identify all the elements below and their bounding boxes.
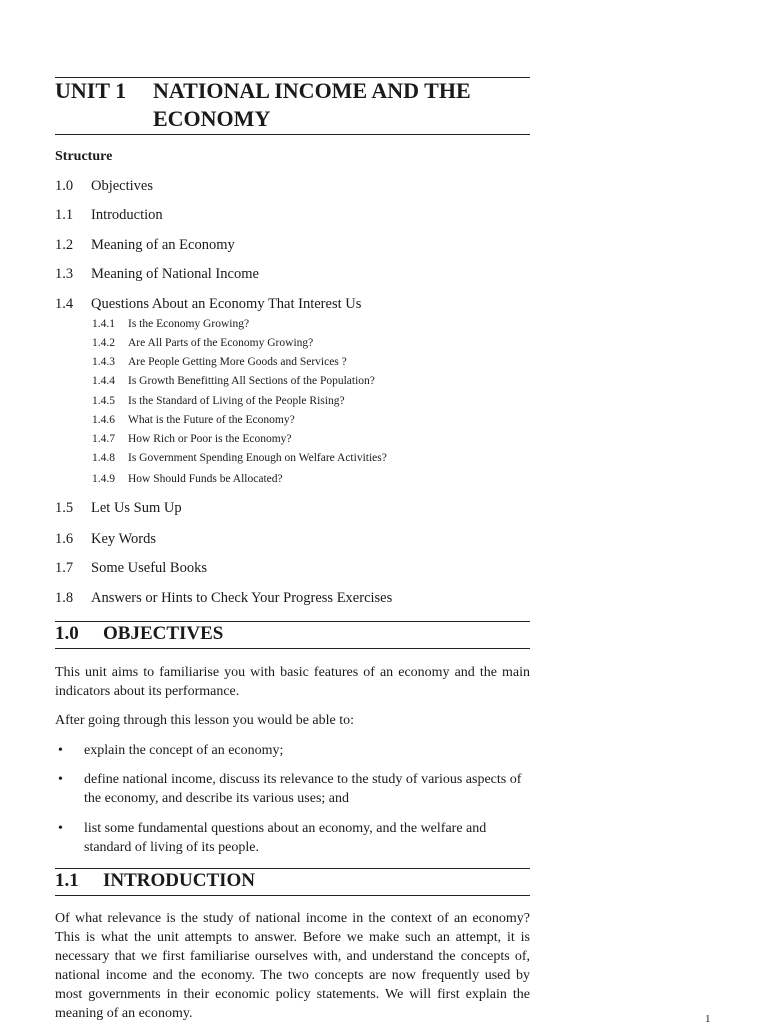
section-rule-bottom xyxy=(55,895,530,896)
toc-subitem[interactable] xyxy=(92,414,295,426)
toc-item[interactable] xyxy=(55,500,182,517)
toc-label: Questions About an Economy That Interest Us xyxy=(91,296,362,312)
toc-item[interactable] xyxy=(55,178,153,195)
toc-subnumber: 1.4.8 xyxy=(92,452,115,464)
toc-subitem[interactable] xyxy=(92,473,283,485)
structure-label: Structure xyxy=(55,149,113,164)
toc-item[interactable] xyxy=(55,560,207,577)
section-number: 1.1 xyxy=(55,870,79,891)
toc-number: 1.7 xyxy=(55,560,74,576)
toc-number: 1.1 xyxy=(55,207,74,223)
toc-number: 1.5 xyxy=(55,500,74,516)
paragraph: This unit aims to familiarise you with basic features of an economy and the main indicators about its performance. xyxy=(55,665,530,699)
toc-subitem[interactable] xyxy=(92,395,345,407)
heading-rule-bottom xyxy=(55,134,530,135)
toc-number: 1.3 xyxy=(55,266,74,282)
bullet-icon: • xyxy=(58,772,63,787)
toc-subitem[interactable] xyxy=(92,337,313,349)
toc-sublabel: How Rich or Poor is the Economy? xyxy=(128,433,292,445)
bullet-item xyxy=(55,770,530,808)
toc-subnumber: 1.4.6 xyxy=(92,414,115,426)
toc-subitem[interactable] xyxy=(92,375,375,387)
section-title xyxy=(55,622,223,646)
bullet-text: define national income, discuss its relevance to the study of various aspects of the economy, and describe its various uses; and xyxy=(84,772,522,806)
toc-sublabel: What is the Future of the Economy? xyxy=(128,414,295,426)
toc-number: 1.8 xyxy=(55,590,74,606)
bullet-text: list some fundamental questions about an economy, and the welfare and standard of living of its people. xyxy=(84,821,487,855)
toc-label: Key Words xyxy=(91,531,157,547)
toc-label: Meaning of an Economy xyxy=(91,237,235,253)
toc-subitem[interactable] xyxy=(92,318,249,330)
toc-sublabel: Are People Getting More Goods and Services ? xyxy=(128,356,347,368)
paragraph: Of what relevance is the study of national income in the context of an economy? This is what the unit attempts to answer. Before we make such an attempt, it is necessary that we first familiarise ourselves with, and understand the concepts of, national income and the economy. The two concepts are now frequently used by most governments in their economic policy statements. We will first explain the meaning of an economy. xyxy=(55,911,530,1021)
toc-subitem[interactable] xyxy=(92,356,347,368)
bullet-item xyxy=(55,819,530,857)
toc-subitem[interactable] xyxy=(92,452,387,464)
toc-subnumber: 1.4.2 xyxy=(92,337,115,349)
toc-item[interactable] xyxy=(55,266,259,283)
bullet-text: explain the concept of an economy; xyxy=(84,743,284,758)
toc-item[interactable] xyxy=(55,531,156,548)
toc-subnumber: 1.4.3 xyxy=(92,356,115,368)
page-number: 1 xyxy=(705,1013,711,1025)
section-rule-bottom xyxy=(55,648,530,649)
toc-label: Objectives xyxy=(91,178,154,194)
toc-sublabel: How Should Funds be Allocated? xyxy=(128,473,283,485)
toc-subitem[interactable] xyxy=(92,433,292,445)
toc-number: 1.0 xyxy=(55,178,74,194)
unit-title: NATIONAL INCOME AND THE ECONOMY xyxy=(153,78,471,131)
section-title xyxy=(55,869,255,893)
toc-sublabel: Is the Economy Growing? xyxy=(128,318,250,330)
toc-item[interactable] xyxy=(55,590,392,607)
bullet-icon: • xyxy=(58,743,63,758)
toc-label: Meaning of National Income xyxy=(91,266,259,282)
toc-number: 1.2 xyxy=(55,237,74,253)
toc-subnumber: 1.4.7 xyxy=(92,433,115,445)
toc-item[interactable] xyxy=(55,207,163,224)
section-title-text: INTRODUCTION xyxy=(103,870,256,891)
toc-label: Some Useful Books xyxy=(91,560,207,576)
toc-label: Introduction xyxy=(91,207,163,223)
toc-sublabel: Is Government Spending Enough on Welfare Activities? xyxy=(128,452,387,464)
toc-sublabel: Is Growth Benefitting All Sections of the Population? xyxy=(128,375,375,387)
section-number: 1.0 xyxy=(55,623,79,644)
toc-subnumber: 1.4.9 xyxy=(92,473,115,485)
toc-label: Let Us Sum Up xyxy=(91,500,182,516)
toc-subnumber: 1.4.4 xyxy=(92,375,115,387)
bullet-item xyxy=(55,741,530,760)
paragraph: After going through this lesson you would be able to: xyxy=(55,713,355,728)
toc-number: 1.4 xyxy=(55,296,74,312)
toc-item[interactable] xyxy=(55,296,361,313)
unit-number: UNIT 1 xyxy=(55,78,127,103)
section-title-text: OBJECTIVES xyxy=(103,623,224,644)
toc-label: Answers or Hints to Check Your Progress Exercises xyxy=(91,590,393,606)
toc-sublabel: Is the Standard of Living of the People Rising? xyxy=(128,395,345,407)
toc-number: 1.6 xyxy=(55,531,74,547)
toc-subnumber: 1.4.5 xyxy=(92,395,115,407)
toc-subnumber: 1.4.1 xyxy=(92,318,115,330)
toc-item[interactable] xyxy=(55,237,235,254)
bullet-icon: • xyxy=(58,821,63,836)
toc-sublabel: Are All Parts of the Economy Growing? xyxy=(128,337,314,349)
